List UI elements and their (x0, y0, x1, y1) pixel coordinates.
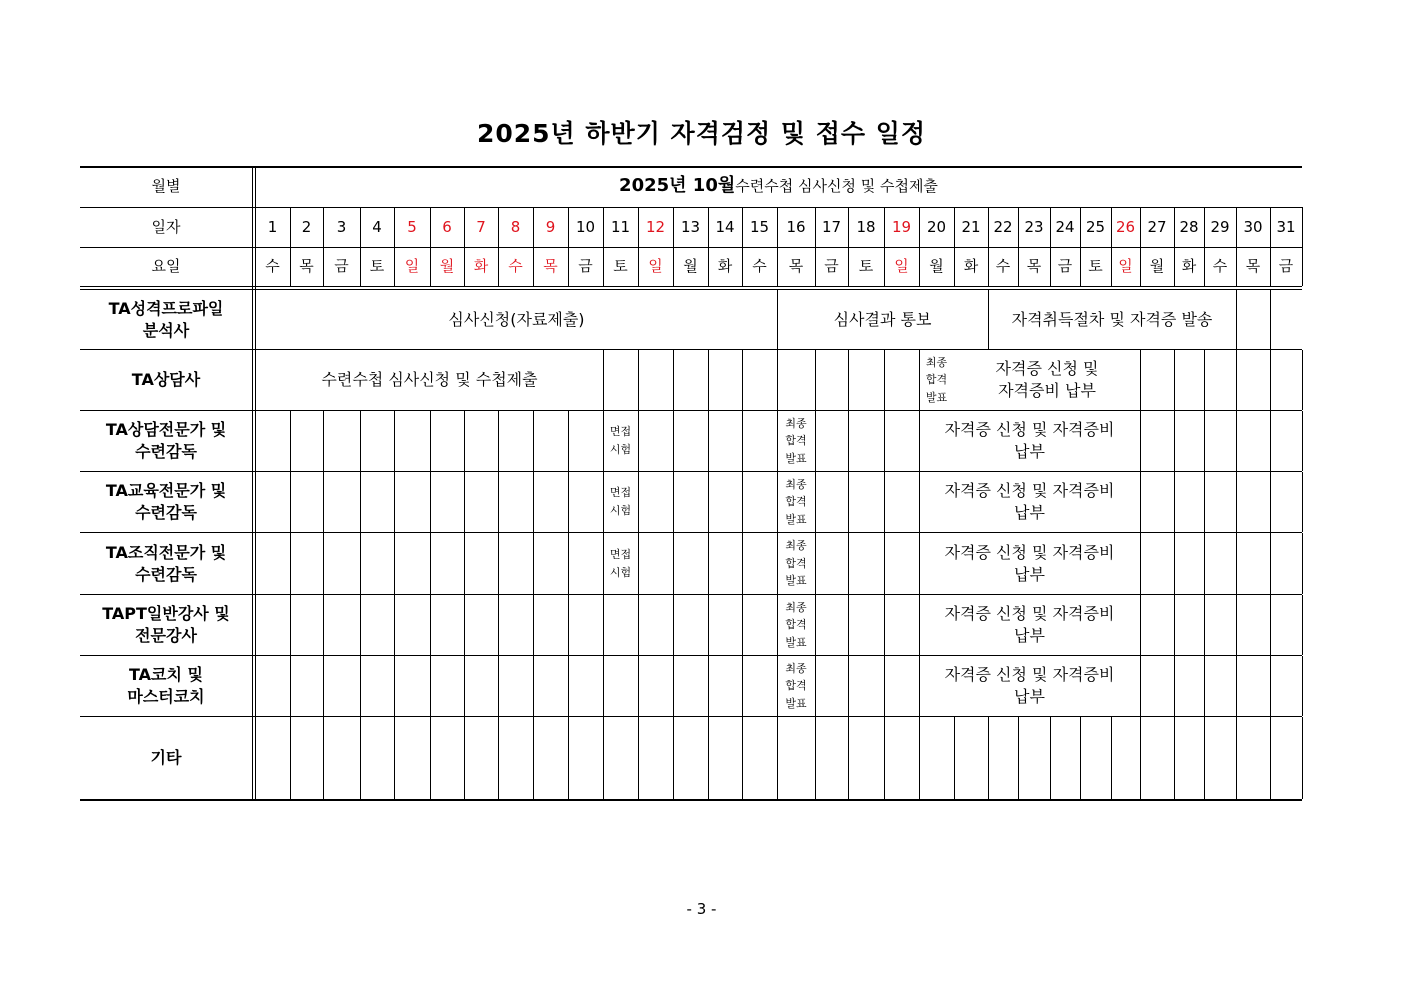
grid-line (815, 472, 816, 532)
grid-line (360, 656, 361, 716)
day-number: 17 (821, 217, 842, 236)
grid-line (360, 717, 361, 799)
grid-line (1174, 717, 1175, 799)
grid-line (430, 472, 431, 532)
month-header (255, 166, 1302, 207)
event-final-result: 최종 합격 발표 (785, 661, 807, 710)
weekday-cell: 목 (299, 257, 314, 276)
grid-line (1140, 595, 1141, 655)
day-number: 13 (680, 217, 701, 236)
event-final-result: 최종 합격 발표 (785, 600, 807, 649)
weekday-cell: 일 (1118, 257, 1133, 276)
grid-line (1174, 533, 1175, 594)
event-certificate: 자격취득절차 및 자격증 발송 (1011, 309, 1213, 329)
grid-line (1204, 717, 1205, 799)
day-number: 19 (891, 217, 912, 236)
grid-line (1270, 411, 1271, 471)
grid-line (1111, 717, 1112, 799)
grid-line (815, 717, 816, 799)
grid-line (777, 717, 778, 799)
grid-line (708, 350, 709, 410)
grid-line (1140, 472, 1141, 532)
day-number: 21 (961, 217, 981, 236)
event-certificate: 자격증 신청 및 자격증비 납부 (944, 665, 1115, 706)
grid-line (884, 350, 885, 410)
grid-line (1204, 533, 1205, 594)
grid-line (1204, 595, 1205, 655)
grid-line (742, 595, 743, 655)
grid-line (742, 472, 743, 532)
category-label: TA코치 및 마스터코치 (127, 665, 205, 706)
grid-line (80, 286, 1302, 287)
category-label: TA조직전문가 및 수련감독 (105, 542, 227, 584)
weekday-cell: 수 (508, 257, 523, 276)
grid-line (673, 656, 674, 716)
grid-line (1302, 595, 1303, 655)
grid-line (323, 472, 324, 532)
day-number: 8 (510, 217, 521, 236)
grid-line (1174, 656, 1175, 716)
grid-line (815, 411, 816, 471)
grid-line (1302, 207, 1303, 286)
grid-line (533, 472, 534, 532)
row-label-date: 일자 (151, 217, 181, 236)
weekday-cell: 수 (1212, 257, 1228, 276)
day-number: 10 (575, 217, 596, 236)
grid-line (603, 595, 604, 655)
day-number: 24 (1055, 217, 1075, 236)
grid-line (1204, 472, 1205, 532)
day-number: 28 (1179, 217, 1199, 236)
day-number: 31 (1276, 217, 1296, 236)
month-note: 수련수첩 심사신청 및 수첩제출 (735, 177, 938, 196)
day-number: 3 (336, 217, 347, 236)
weekday-cell: 일 (648, 257, 663, 276)
weekday-cell: 토 (1088, 257, 1103, 276)
grid-line (1140, 656, 1141, 716)
event-final-result: 최종 합격 발표 (785, 477, 807, 526)
day-number: 6 (442, 217, 452, 236)
event-certificate: 자격증 신청 및 자격증비 납부 (995, 359, 1099, 400)
grid-line (884, 411, 885, 471)
weekday-cell: 수 (995, 257, 1011, 276)
weekday-cell: 목 (1245, 257, 1261, 276)
grid-line (533, 595, 534, 655)
weekday-cell: 금 (334, 257, 349, 276)
grid-line (777, 350, 778, 410)
grid-line (394, 656, 395, 716)
category-label: 기타 (150, 748, 182, 768)
page-number: - 3 - (686, 900, 717, 918)
weekday-cell: 월 (683, 257, 698, 276)
grid-line (708, 411, 709, 471)
day-number: 22 (993, 217, 1013, 236)
event-final-result: 최종 합격 발표 (925, 355, 948, 404)
grid-line (638, 350, 639, 410)
weekday-cell: 금 (824, 257, 839, 276)
weekday-cell: 목 (788, 257, 804, 276)
grid-line (815, 656, 816, 716)
day-number: 18 (856, 217, 876, 236)
grid-line (742, 350, 743, 410)
event-application: 수련수첩 심사신청 및 수첩제출 (321, 370, 538, 390)
day-number: 1 (267, 217, 278, 236)
grid-line (884, 717, 885, 799)
grid-line (1174, 350, 1175, 410)
day-number: 5 (407, 217, 417, 236)
grid-line (1270, 533, 1271, 594)
category-label: TA상담사 (131, 370, 201, 390)
day-number: 14 (715, 217, 735, 236)
grid-line (394, 533, 395, 594)
grid-line (430, 717, 431, 799)
grid-line (1236, 717, 1237, 799)
weekday-cell: 월 (1149, 257, 1165, 276)
grid-line (568, 656, 569, 716)
grid-line (464, 717, 465, 799)
grid-line (1236, 350, 1237, 410)
grid-line (533, 717, 534, 799)
grid-line (430, 656, 431, 716)
row-label-month: 월별 (151, 177, 181, 196)
day-number: 12 (645, 217, 666, 236)
day-number: 27 (1147, 217, 1167, 236)
table-top-border (80, 166, 1302, 168)
grid-line (815, 533, 816, 594)
weekday-cell: 토 (369, 257, 385, 276)
grid-line (290, 717, 291, 799)
grid-line (360, 472, 361, 532)
day-number: 16 (786, 217, 806, 236)
grid-line (708, 533, 709, 594)
event-certificate: 자격증 신청 및 자격증비 납부 (944, 420, 1115, 461)
day-number: 9 (545, 217, 556, 236)
page-title: 2025년 하반기 자격검정 및 접수 일정 (476, 119, 927, 148)
grid-line (848, 350, 849, 410)
grid-line (498, 656, 499, 716)
grid-line (708, 656, 709, 716)
grid-line (290, 411, 291, 471)
event-result-notice: 심사결과 통보 (833, 309, 932, 329)
event-certificate: 자격증 신청 및 자격증비 납부 (944, 542, 1115, 584)
grid-line (1174, 411, 1175, 471)
grid-line (1270, 350, 1271, 410)
event-certificate: 자격증 신청 및 자격증비 납부 (944, 481, 1115, 522)
grid-line (1302, 533, 1303, 594)
grid-line (638, 533, 639, 594)
grid-line (1204, 411, 1205, 471)
day-number: 29 (1210, 217, 1230, 236)
grid-line (848, 656, 849, 716)
grid-line (848, 533, 849, 594)
grid-line (323, 533, 324, 594)
schedule-table (80, 166, 1302, 801)
grid-line (884, 595, 885, 655)
day-number: 23 (1024, 217, 1044, 236)
category-label: TA교육전문가 및 수련감독 (105, 481, 227, 522)
weekday-cell: 금 (1278, 257, 1294, 276)
grid-line (742, 656, 743, 716)
grid-line (430, 595, 431, 655)
grid-line (1302, 656, 1303, 716)
grid-line (360, 533, 361, 594)
grid-line (708, 717, 709, 799)
grid-line (394, 595, 395, 655)
grid-line (673, 717, 674, 799)
grid-line (290, 533, 291, 594)
weekday-cell: 금 (1057, 257, 1073, 276)
weekday-cell: 수 (265, 257, 280, 276)
row-label-weekday: 요일 (151, 257, 181, 276)
grid-line (464, 533, 465, 594)
grid-line (1270, 290, 1271, 349)
grid-line (848, 411, 849, 471)
grid-line (1236, 472, 1237, 532)
weekday-cell: 목 (543, 257, 558, 276)
grid-line (815, 350, 816, 410)
weekday-cell: 일 (894, 257, 909, 276)
event-interview: 면접 시험 (609, 547, 632, 579)
grid-line (1174, 595, 1175, 655)
grid-line (360, 595, 361, 655)
grid-line (603, 350, 604, 410)
day-number: 7 (476, 217, 486, 236)
grid-line (464, 472, 465, 532)
grid-line (1270, 472, 1271, 532)
grid-line (742, 411, 743, 471)
grid-line (1236, 533, 1237, 594)
event-final-result: 최종 합격 발표 (785, 539, 807, 588)
grid-line (884, 656, 885, 716)
grid-line (1270, 717, 1271, 799)
grid-line (638, 656, 639, 716)
grid-line (568, 472, 569, 532)
grid-line (290, 656, 291, 716)
grid-line (1140, 411, 1141, 471)
day-number: 26 (1115, 217, 1136, 236)
grid-line (1140, 350, 1141, 410)
grid-line (988, 717, 989, 799)
grid-line (464, 595, 465, 655)
grid-line (673, 411, 674, 471)
grid-line (498, 472, 499, 532)
grid-line (708, 472, 709, 532)
grid-line (638, 411, 639, 471)
grid-line (430, 411, 431, 471)
grid-line (919, 717, 920, 799)
weekday-cell: 토 (613, 257, 628, 276)
grid-line (1302, 717, 1303, 799)
grid-line (464, 656, 465, 716)
weekday-cell: 목 (1026, 257, 1042, 276)
grid-line (323, 595, 324, 655)
grid-line (673, 350, 674, 410)
grid-line (1236, 290, 1237, 349)
grid-line (533, 411, 534, 471)
grid-line (430, 533, 431, 594)
grid-line (394, 411, 395, 471)
category-label: TAPT일반강사 및 전문강사 (102, 604, 230, 645)
grid-line (848, 472, 849, 532)
day-number: 2 (301, 217, 312, 236)
grid-line (1302, 472, 1303, 532)
grid-line (1236, 656, 1237, 716)
weekday-cell: 화 (717, 257, 733, 276)
day-number: 11 (610, 217, 631, 236)
grid-line (638, 472, 639, 532)
grid-line (80, 716, 1302, 717)
grid-line (673, 533, 674, 594)
grid-line (603, 717, 604, 799)
event-certificate: 자격증 신청 및 자격증비 납부 (944, 604, 1115, 645)
grid-line (533, 656, 534, 716)
grid-line (673, 472, 674, 532)
month-title: 2025년 10월 (619, 175, 736, 197)
table-bottom-border (80, 799, 1302, 801)
grid-line (954, 717, 955, 799)
day-number: 20 (926, 217, 947, 236)
grid-line (1270, 595, 1271, 655)
grid-line (1204, 656, 1205, 716)
grid-line (848, 595, 849, 655)
category-label: TA성격프로파일 분석사 (108, 298, 224, 340)
weekday-cell: 금 (578, 257, 593, 276)
grid-line (498, 411, 499, 471)
grid-line (533, 533, 534, 594)
day-number: 30 (1243, 217, 1263, 236)
grid-line (1080, 717, 1081, 799)
grid-line (884, 533, 885, 594)
grid-line (323, 717, 324, 799)
weekday-cell: 화 (963, 257, 979, 276)
grid-line (1050, 717, 1051, 799)
weekday-cell: 수 (752, 257, 767, 276)
label-divider (252, 166, 253, 801)
weekday-cell: 월 (439, 257, 455, 276)
grid-line (848, 717, 849, 799)
grid-line (1236, 595, 1237, 655)
weekday-cell: 일 (404, 257, 420, 276)
grid-line (1302, 350, 1303, 410)
grid-line (1018, 717, 1019, 799)
grid-line (498, 533, 499, 594)
grid-line (568, 411, 569, 471)
grid-line (1302, 411, 1303, 471)
event-interview: 면접 시험 (609, 425, 632, 456)
grid-line (568, 533, 569, 594)
grid-line (323, 411, 324, 471)
grid-line (1174, 472, 1175, 532)
grid-line (290, 472, 291, 532)
grid-line (603, 656, 604, 716)
grid-line (498, 595, 499, 655)
grid-line (394, 472, 395, 532)
day-number: 15 (749, 217, 770, 236)
weekday-cell: 월 (929, 257, 944, 276)
grid-line (1140, 533, 1141, 594)
grid-line (815, 595, 816, 655)
grid-line (568, 595, 569, 655)
grid-line (673, 595, 674, 655)
event-interview: 면접 시험 (609, 486, 632, 517)
grid-line (290, 595, 291, 655)
grid-line (360, 411, 361, 471)
weekday-cell: 화 (1181, 257, 1197, 276)
grid-line (1204, 350, 1205, 410)
grid-line (638, 595, 639, 655)
grid-line (884, 472, 885, 532)
grid-line (323, 656, 324, 716)
category-label: TA상담전문가 및 수련감독 (105, 420, 227, 461)
grid-line (1140, 717, 1141, 799)
day-number: 4 (372, 217, 382, 236)
grid-line (568, 717, 569, 799)
grid-line (638, 717, 639, 799)
grid-line (498, 717, 499, 799)
grid-line (742, 533, 743, 594)
grid-line (1270, 656, 1271, 716)
weekday-cell: 토 (858, 257, 874, 276)
grid-line (464, 411, 465, 471)
grid-line (394, 717, 395, 799)
grid-line (742, 717, 743, 799)
grid-line (708, 595, 709, 655)
weekday-cell: 화 (473, 257, 489, 276)
event-application: 심사신청(자료제출) (448, 309, 585, 329)
day-number: 25 (1085, 217, 1106, 236)
event-final-result: 최종 합격 발표 (785, 416, 807, 465)
grid-line (1236, 411, 1237, 471)
